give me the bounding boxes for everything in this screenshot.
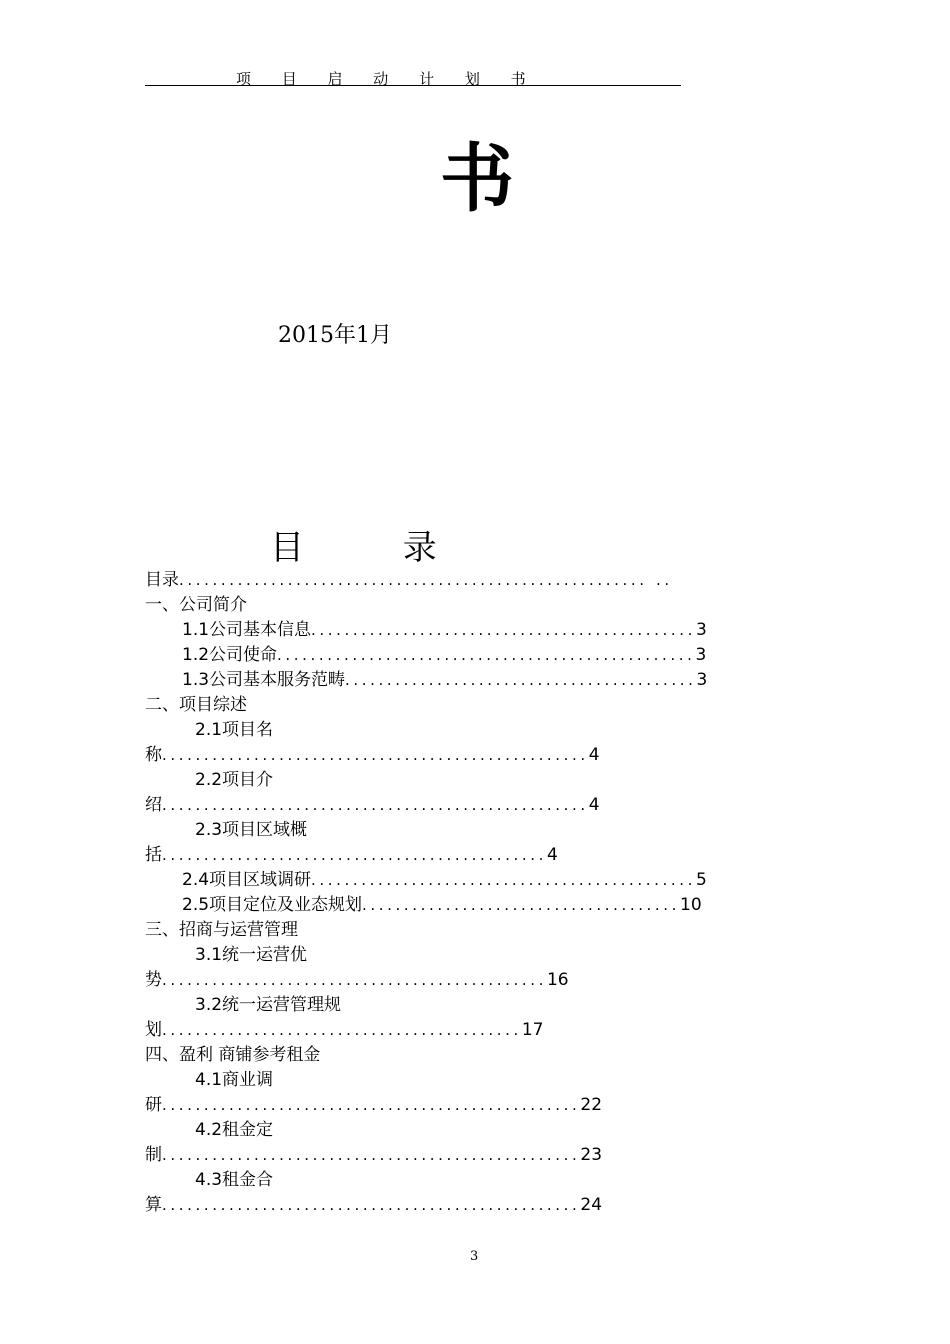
toc-row[interactable] — [145, 593, 247, 617]
toc-page-number: 3 — [695, 620, 707, 640]
toc-entry-text: 3.2统一运营管理规 — [195, 995, 342, 1015]
toc-page-number: 5 — [695, 870, 707, 890]
toc-page-number: 23 — [580, 1145, 603, 1165]
toc-row[interactable] — [195, 1118, 273, 1142]
header-title: 项 目 启 动 计 划 书 — [236, 70, 539, 88]
toc-entry-text: 1.1公司基本信息 — [182, 620, 312, 640]
toc-entry-text: 势 — [145, 970, 162, 990]
toc-leader-dots: ................................................... — [162, 746, 589, 764]
toc-leader-dots: .................................................. — [162, 1146, 581, 1164]
toc-row[interactable] — [145, 968, 569, 992]
toc-page-number: 3 — [696, 670, 708, 690]
toc-entry-text: 1.3公司基本服务范畴 — [182, 670, 346, 690]
toc-row[interactable] — [145, 693, 247, 717]
toc-row[interactable] — [182, 868, 707, 892]
toc-page-number: 22 — [580, 1095, 603, 1115]
toc-entry-text: 算 — [145, 1195, 162, 1215]
toc-row[interactable] — [195, 1168, 273, 1192]
toc-row[interactable] — [145, 793, 600, 817]
toc-row[interactable] — [195, 993, 341, 1017]
toc-row[interactable] — [145, 1193, 602, 1217]
toc-entry-text: 括 — [145, 845, 162, 865]
toc-entry-text: 四、盈利 商铺参考租金 — [145, 1045, 321, 1065]
toc-page-number: 10 — [680, 895, 702, 915]
toc-leader-dots: .............................................. — [311, 871, 696, 889]
toc-entry-text: 4.2租金定 — [195, 1120, 274, 1140]
toc-entry-text: 2.4项目区域调研 — [182, 870, 312, 890]
toc-row[interactable] — [145, 843, 558, 867]
toc-page-number: 24 — [580, 1195, 603, 1215]
toc-leader-dots: ........................................................ .. — [179, 571, 673, 589]
toc-leader-dots: .............................................. — [162, 846, 547, 864]
toc-row[interactable] — [145, 743, 600, 767]
cover-title-char: 书 — [440, 136, 514, 222]
toc-row[interactable] — [145, 918, 298, 942]
page-number: 3 — [470, 1249, 479, 1264]
toc-entry-text: 2.1项目名 — [195, 720, 274, 740]
toc-leader-dots: ...................................... — [362, 896, 681, 914]
toc-row[interactable] — [182, 643, 706, 667]
toc-entry-text: 一、公司简介 — [145, 595, 247, 615]
toc-row[interactable] — [182, 893, 702, 917]
toc-leader-dots: .............................................. — [162, 971, 547, 989]
toc-entry-text: 2.3项目区域概 — [195, 820, 308, 840]
toc-row[interactable] — [145, 1018, 543, 1042]
toc-entry-text: 划 — [145, 1020, 162, 1040]
toc-title: 目 录 — [270, 528, 481, 568]
toc-entry-text: 制 — [145, 1145, 162, 1165]
cover-date: 2015年1月 — [278, 323, 392, 348]
toc-entry-text: 2.2项目介 — [195, 770, 274, 790]
header-rule — [145, 85, 681, 86]
toc-row[interactable] — [182, 668, 707, 692]
toc-row[interactable] — [182, 618, 707, 642]
toc-row[interactable] — [195, 818, 307, 842]
toc-row[interactable] — [195, 718, 273, 742]
toc-page-number: 4 — [546, 845, 558, 865]
toc-entry-text: 二、项目综述 — [145, 695, 247, 715]
toc-leader-dots: .................................................. — [162, 1096, 581, 1114]
toc-row[interactable] — [195, 768, 273, 792]
toc-row[interactable] — [145, 1093, 602, 1117]
toc-row[interactable] — [195, 943, 307, 967]
toc-row[interactable] — [145, 568, 673, 592]
toc-entry-text: 2.5项目定位及业态规划 — [182, 895, 363, 915]
toc-row[interactable] — [145, 1043, 320, 1067]
toc-leader-dots: .......................................... — [345, 671, 697, 689]
toc-entry-text: 三、招商与运营管理 — [145, 920, 298, 940]
toc-entry-text: 3.1统一运营优 — [195, 945, 308, 965]
toc-leader-dots: .................................................. — [277, 646, 696, 664]
toc-entry-text: 4.1商业调 — [195, 1070, 274, 1090]
toc-entry-text: 4.3租金合 — [195, 1170, 274, 1190]
toc-leader-dots: .............................................. — [311, 621, 696, 639]
toc-leader-dots: ................................................... — [162, 796, 589, 814]
toc-page-number: 4 — [588, 745, 600, 765]
toc-page-number: 17 — [521, 1020, 544, 1040]
toc-row[interactable] — [145, 1143, 602, 1167]
toc-page-number: 16 — [546, 970, 569, 990]
toc-row[interactable] — [195, 1068, 273, 1092]
toc-entry-text: 绍 — [145, 795, 162, 815]
toc-entry-text: 目录 — [145, 570, 179, 590]
toc-entry-text: 称 — [145, 745, 162, 765]
toc-entry-text: 研 — [145, 1095, 162, 1115]
toc-leader-dots: ........................................... — [162, 1021, 522, 1039]
toc-entry-text: 1.2公司使命 — [182, 645, 278, 665]
toc-page-number: 3 — [695, 645, 707, 665]
toc-page-number: 4 — [588, 795, 600, 815]
toc-leader-dots: .................................................. — [162, 1196, 581, 1214]
